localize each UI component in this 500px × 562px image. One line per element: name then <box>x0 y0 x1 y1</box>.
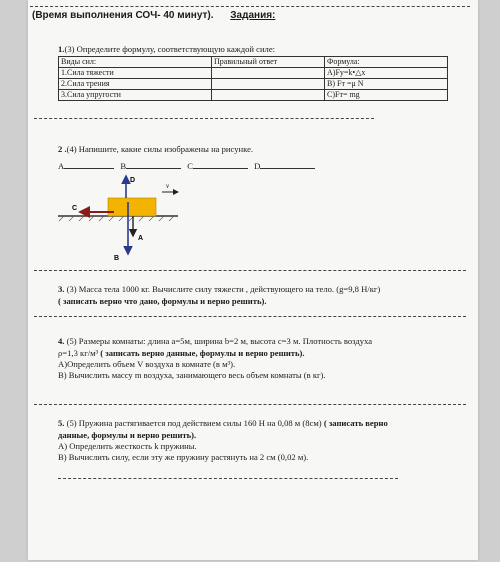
q1-points: (3) <box>64 44 75 54</box>
divider <box>34 118 374 119</box>
q3-points: (3) <box>66 284 77 294</box>
divider <box>34 404 466 405</box>
q5-instruction-part1: ( записать верно <box>323 418 388 428</box>
q4-points: (5) <box>66 336 77 346</box>
q3-text <box>58 284 478 295</box>
q1-prompt: Определите формулу, соответствующую каждой силе: <box>76 44 276 54</box>
table-cell: 1.Сила тяжести <box>59 68 212 79</box>
q2-points: (4) <box>66 144 77 154</box>
table-cell: 3.Сила упругости <box>59 90 212 101</box>
blank-label-c: С <box>187 161 193 171</box>
header <box>32 10 275 21</box>
header-tasks-label: Задания: <box>230 10 276 21</box>
q2-number: 2 . <box>58 144 67 154</box>
table-cell: С)Fт= mg <box>325 90 448 101</box>
header-title: (Время выполнения СОЧ- 40 минут). <box>32 10 214 21</box>
table-cell: В) Fт =μ N <box>325 79 448 90</box>
q4-line2 <box>58 348 305 359</box>
q3-number: 3. <box>58 284 65 294</box>
label-d: D <box>130 177 136 184</box>
block-rect <box>108 198 156 216</box>
q4-instruction: ( записать верно данные, формулы и верно решить). <box>100 348 305 358</box>
table-cell: А)Fу=k•△x <box>325 68 448 79</box>
q1-number: 1. <box>58 44 65 54</box>
q5-number: 5. <box>58 418 65 428</box>
answer-cell[interactable] <box>212 90 325 101</box>
label-c: C <box>72 205 78 212</box>
q2-answer-blanks <box>58 160 315 172</box>
table-cell: 2.Сила трения <box>59 79 212 90</box>
divider <box>34 270 466 271</box>
q5-instruction-part2: данные, формулы и верно решить). <box>58 430 197 440</box>
q2-prompt: Напишите, какие силы изображены на рисунке. <box>78 144 254 154</box>
answer-line[interactable] <box>58 478 398 479</box>
worksheet-page <box>28 0 478 560</box>
label-b: B <box>114 255 120 262</box>
q5-points: (5) <box>66 418 77 428</box>
q1-forces-table <box>58 56 448 101</box>
q5-sub-b: В) Вычислить силу, если эту же пружину растянуть на 2 см (0,02 м). <box>58 452 309 462</box>
blank-label-b: В <box>120 161 127 171</box>
velocity-label: v <box>166 182 170 190</box>
table-header-row <box>59 57 448 68</box>
q4-number: 4. <box>58 336 65 346</box>
q4-prompt: Размеры комнаты: длина а=5м, ширина b=2 м, высота с=3 м. Плотность воздуха <box>78 336 373 346</box>
blank-label-d: D <box>254 161 261 171</box>
answer-blank-a[interactable] <box>64 160 114 169</box>
top-dashed-line <box>30 6 470 7</box>
label-a: A <box>138 235 144 242</box>
blank-label-a: А <box>58 161 65 171</box>
table-header-cell: Виды сил: <box>59 57 212 68</box>
divider <box>34 316 466 317</box>
q5-sub-a: А) Определить жесткость k пружины. <box>58 441 197 451</box>
answer-blank-d[interactable] <box>260 160 315 169</box>
table-header-cell: Формула: <box>325 57 448 68</box>
table-header-cell: Правильный ответ <box>212 57 325 68</box>
answer-cell[interactable] <box>212 79 325 90</box>
answer-blank-c[interactable] <box>193 160 248 169</box>
q5-text <box>58 418 478 429</box>
q2-text <box>58 144 253 155</box>
table-row <box>59 68 448 79</box>
ground-hatching <box>59 216 174 221</box>
table-row <box>59 79 448 90</box>
q4-sub-b: В) Вычислить массу m воздуха, занимающего весь объем комнаты (в кг). <box>58 370 326 380</box>
table-row <box>59 90 448 101</box>
q4-sub-a: А)Определить объем V воздуха в комнате (в м³). <box>58 359 236 369</box>
q3-prompt: Масса тела 1000 кг. Вычислите силу тяжести , действующего на тело. (g=9,8 Н/кг) <box>78 284 381 294</box>
q5-prompt: Пружина растягивается под действием силы 160 Н на 0,08 м (8см) <box>78 418 322 428</box>
q3-instruction: ( записать верно что дано, формулы и верно решить). <box>58 296 267 306</box>
answer-cell[interactable] <box>212 68 325 79</box>
q1-text <box>58 44 275 55</box>
q2-force-diagram <box>38 172 198 264</box>
answer-blank-b[interactable] <box>126 160 181 169</box>
q4-text <box>58 336 478 347</box>
q4-density: ρ=1,3 кг/м³ <box>58 348 99 358</box>
